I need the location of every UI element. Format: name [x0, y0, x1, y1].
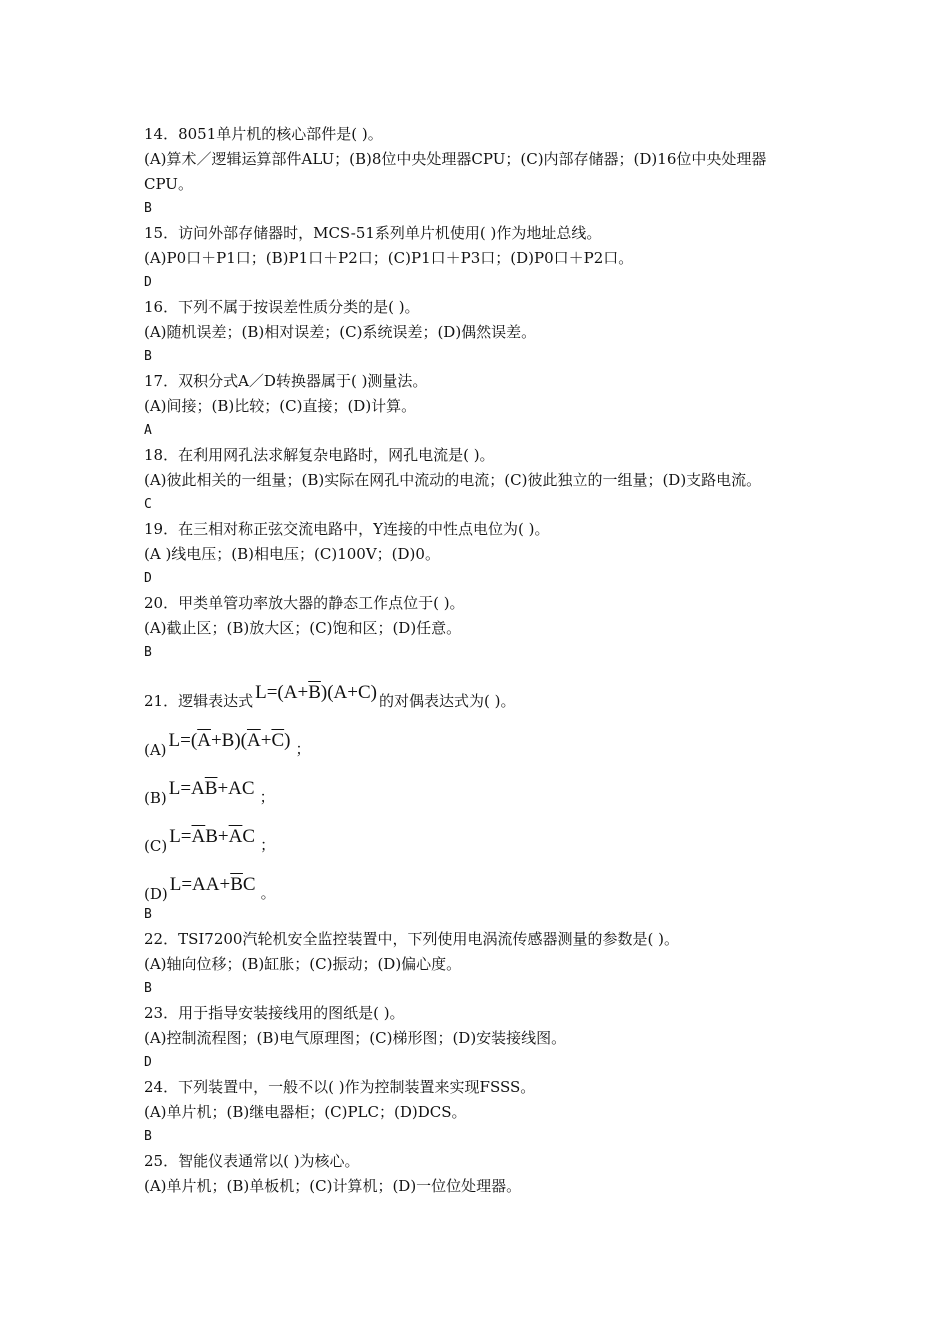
question-21-expression: [253, 681, 379, 705]
overlined-term: $\overline{A}$: [246, 730, 261, 751]
question-21-suffix: 的对偶表达式为( )。: [378, 692, 516, 710]
overlined-term: $\overline{B}$: [204, 778, 218, 799]
answer-line: B: [144, 981, 152, 996]
option-row: [144, 807, 824, 855]
question-line: 22．TSI7200汽轮机安全监控装置中，下列使用电涡流传感器测量的参数是( )。: [144, 930, 679, 948]
question-21-options: [144, 711, 824, 903]
question-21: [144, 671, 824, 711]
option-expression: [167, 825, 257, 849]
option-label: (A): [144, 741, 167, 759]
question-line: (A)轴向位移；(B)缸胀；(C)振动；(D)偏心度。: [144, 955, 462, 973]
expression-term: ): [284, 730, 291, 751]
option-punctuation: ；: [295, 740, 311, 758]
option-expression: [167, 777, 257, 801]
answer-line: A: [144, 423, 152, 438]
question-line: CPU。: [144, 175, 193, 193]
question-line: 14．8051单片机的核心部件是( )。: [144, 125, 383, 143]
answer-line: C: [144, 497, 152, 512]
option-row: [144, 711, 824, 759]
question-line: (A)P0口＋P1口；(B)P1口＋P2口；(C)P1口＋P3口；(D)P0口＋P2口。: [144, 249, 634, 267]
document-page: [144, 122, 824, 1199]
overlined-term: $\overline{A}$: [191, 826, 206, 847]
question-line: 20．甲类单管功率放大器的静态工作点位于( )。: [144, 594, 465, 612]
answer-line: B: [144, 1129, 152, 1144]
expression-term: +B)(: [210, 730, 247, 751]
question-line: (A)单片机；(B)继电器柜；(C)PLC；(D)DCS。: [144, 1103, 467, 1121]
option-punctuation: 。: [260, 884, 276, 902]
question-line: (A )线电压；(B)相电压；(C)100V；(D)0。: [144, 545, 440, 563]
question-line: (A)彼此相关的一组量；(B)实际在网孔中流动的电流；(C)彼此独立的一组量；(D)支路电流。: [144, 471, 762, 489]
option-label: (B): [144, 789, 167, 807]
expression-term: C: [242, 874, 256, 895]
question-line: (A)单片机；(B)单板机；(C)计算机；(D)一位位处理器。: [144, 1177, 522, 1195]
answer-line: D: [144, 1055, 152, 1070]
option-label: (D): [144, 885, 168, 903]
answer-line: D: [144, 571, 152, 586]
expression-term: B+: [205, 826, 229, 847]
question-line: (A)算术／逻辑运算部件ALU；(B)8位中央处理器CPU；(C)内部存储器；(D)16位中央处理器: [144, 150, 767, 168]
answer-line: B: [144, 201, 152, 216]
option-expression: [167, 729, 293, 753]
expression-term: )(A+C): [320, 682, 377, 703]
question-line: 18．在利用网孔法求解复杂电路时，网孔电流是( )。: [144, 446, 495, 464]
expression-term: L=(A+: [255, 682, 309, 703]
question-line: 17．双积分式A／D转换器属于( )测量法。: [144, 372, 428, 390]
expression-term: C: [242, 826, 256, 847]
option-row: [144, 855, 824, 903]
expression-term: L=AA+: [169, 874, 231, 895]
question-line: (A)截止区；(B)放大区；(C)饱和区；(D)任意。: [144, 619, 462, 637]
questions-14-20: [144, 122, 824, 665]
question-line: (A)随机误差；(B)相对误差；(C)系统误差；(D)偶然误差。: [144, 323, 537, 341]
question-line: 23．用于指导安装接线用的图纸是( )。: [144, 1004, 405, 1022]
question-line: 25．智能仪表通常以( )为核心。: [144, 1152, 360, 1170]
question-line: 24．下列装置中，一般不以( )作为控制装置来实现FSSS。: [144, 1078, 536, 1096]
overlined-term: $\overline{B}$: [230, 874, 243, 895]
option-punctuation: ；: [260, 836, 276, 854]
expression-term: +AC: [217, 778, 255, 799]
overlined-term: $\overline{A}$: [197, 730, 211, 751]
overlined-term: $\overline{C}$: [271, 730, 285, 751]
expression-term: L=A: [168, 778, 205, 799]
overlined-term: $\overline{A}$: [228, 826, 243, 847]
question-line: 19．在三相对称正弦交流电路中，Y连接的中性点电位为( )。: [144, 520, 550, 538]
expression-term: L=: [169, 826, 192, 847]
expression-term: L=(: [168, 730, 198, 751]
questions-22-25: [144, 927, 824, 1199]
question-line: (A)间接；(B)比较；(C)直接；(D)计算。: [144, 397, 417, 415]
option-label: (C): [144, 837, 168, 855]
question-line: 15．访问外部存储器时，MCS-51系列单片机使用( )作为地址总线。: [144, 224, 602, 242]
option-row: [144, 759, 824, 807]
answer-line: B: [144, 349, 152, 364]
option-punctuation: ；: [259, 788, 275, 806]
answer-line: D: [144, 275, 152, 290]
overlined-term: $\overline{B}$: [308, 682, 321, 703]
question-line: 16．下列不属于按误差性质分类的是( )。: [144, 298, 420, 316]
option-expression: [168, 873, 258, 897]
answer-line: B: [144, 645, 152, 660]
question-21-prefix: 21．逻辑表达式: [144, 692, 254, 710]
question-line: (A)控制流程图；(B)电气原理图；(C)梯形图；(D)安装接线图。: [144, 1029, 567, 1047]
question-21-answer: B: [144, 907, 152, 922]
expression-term: +: [260, 730, 272, 751]
